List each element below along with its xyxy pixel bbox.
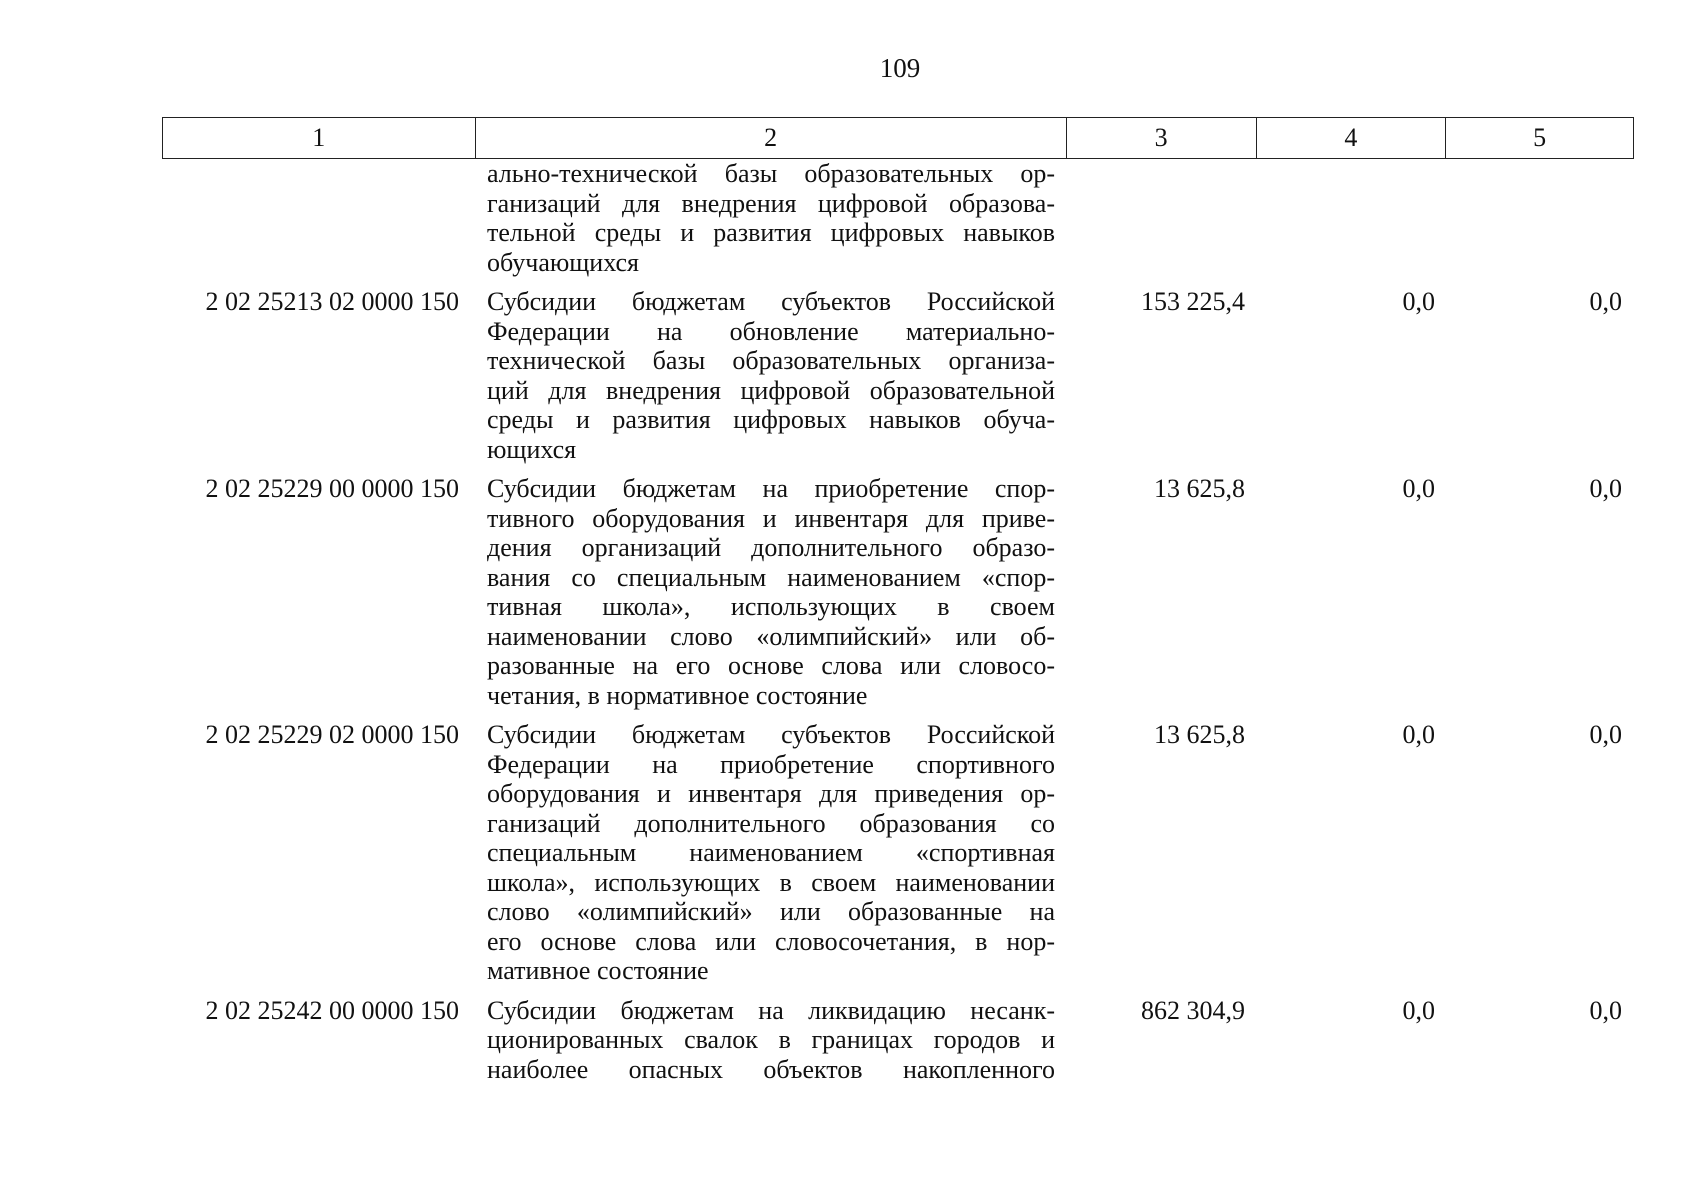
row-description [475, 720, 1067, 986]
description-line: дения организаций дополнительного образо- [487, 533, 1055, 562]
row-value-col4: 0,0 [1402, 287, 1435, 316]
row-value-col3: 13 625,8 [1154, 720, 1245, 749]
description-line: среды и развития цифровых навыков обуча- [487, 405, 1055, 434]
description-line: Субсидии бюджетам на приобретение спор- [487, 474, 1055, 503]
description-line: специальным наименованием «спортивная [487, 838, 1055, 867]
row-value-col5 [1447, 159, 1634, 277]
description-line: ганизаций дополнительного образования со [487, 808, 1055, 838]
table-header-row [162, 117, 1634, 159]
description-line: Федерации на обновление материально- [487, 316, 1055, 346]
header-col-1: 1 [163, 118, 476, 158]
row-value-col3: 13 625,8 [1154, 474, 1245, 503]
description-line: разованные на его основе слова или словосо- [487, 651, 1055, 680]
row-code: 2 02 25242 00 0000 150 [205, 995, 459, 1025]
row-value-col5: 0,0 [1589, 995, 1622, 1025]
description-line: ющихся [487, 434, 577, 464]
description-line: обучающихся [487, 247, 639, 277]
description-line: ально-технической базы образовательных ор- [487, 159, 1055, 188]
table-row [162, 720, 1634, 986]
description-line: ционированных свалок в границах городов и [487, 1025, 1055, 1054]
row-description [475, 474, 1067, 710]
description-line: мативное состояние [487, 956, 709, 985]
row-description [475, 159, 1067, 277]
row-code: 2 02 25229 02 0000 150 [205, 720, 459, 749]
row-value-col5: 0,0 [1589, 474, 1622, 503]
description-line: тельной среды и развития цифровых навыков [487, 218, 1055, 247]
description-line: оборудования и инвентаря для приведения ор- [487, 779, 1055, 808]
description-line: ганизаций для внедрения цифровой образова- [487, 188, 1055, 218]
header-col-4: 4 [1257, 118, 1447, 158]
description-line: ций для внедрения цифровой образовательной [487, 375, 1055, 405]
table-body [162, 159, 1634, 1084]
description-line: слово «олимпийский» или образованные на [487, 897, 1055, 926]
row-value-col4: 0,0 [1402, 995, 1435, 1025]
header-col-2: 2 [476, 118, 1067, 158]
description-line: технической базы образовательных организа- [487, 346, 1055, 375]
row-value-col4: 0,0 [1402, 720, 1435, 749]
row-code: 2 02 25213 02 0000 150 [205, 287, 459, 316]
description-line: наименовании слово «олимпийский» или об- [487, 621, 1055, 651]
row-value-col5: 0,0 [1589, 720, 1622, 749]
row-description [475, 996, 1067, 1085]
description-line: вания со специальным наименованием «спор- [487, 562, 1055, 592]
table-row [162, 474, 1634, 710]
row-value-col4: 0,0 [1402, 474, 1435, 503]
description-line: его основе слова или словосочетания, в нор- [487, 926, 1055, 956]
description-line: школа», использующих в своем наименовании [487, 867, 1055, 897]
page-number: 109 [879, 53, 921, 83]
row-value-col3 [1067, 159, 1257, 277]
description-line: наиболее опасных объектов накопленного [487, 1054, 1055, 1084]
description-line: Субсидии бюджетам субъектов Российской [487, 720, 1055, 749]
row-value-col5: 0,0 [1589, 287, 1622, 316]
header-col-5: 5 [1533, 123, 1547, 152]
description-line: Субсидии бюджетам на ликвидацию несанк- [487, 995, 1055, 1025]
row-code: 2 02 25229 00 0000 150 [205, 474, 459, 503]
row-spacer [162, 277, 1634, 287]
table-row [162, 996, 1634, 1085]
description-line: Субсидии бюджетам субъектов Российской [487, 287, 1055, 316]
row-code [162, 159, 475, 277]
row-spacer [162, 986, 1634, 996]
header-col-3: 3 [1067, 118, 1257, 158]
row-value-col4 [1257, 159, 1447, 277]
description-line: четания, в нормативное состояние [487, 680, 868, 710]
row-value-col3: 153 225,4 [1141, 287, 1245, 316]
table-row [162, 159, 1634, 277]
row-spacer [162, 710, 1634, 720]
description-line: тивного оборудования и инвентаря для приве- [487, 503, 1055, 533]
row-value-col3: 862 304,9 [1141, 995, 1245, 1025]
row-description [475, 287, 1067, 464]
table-row [162, 287, 1634, 464]
description-line: Федерации на приобретение спортивного [487, 749, 1055, 779]
description-line: тивная школа», использующих в своем [487, 592, 1055, 621]
row-spacer [162, 464, 1634, 474]
